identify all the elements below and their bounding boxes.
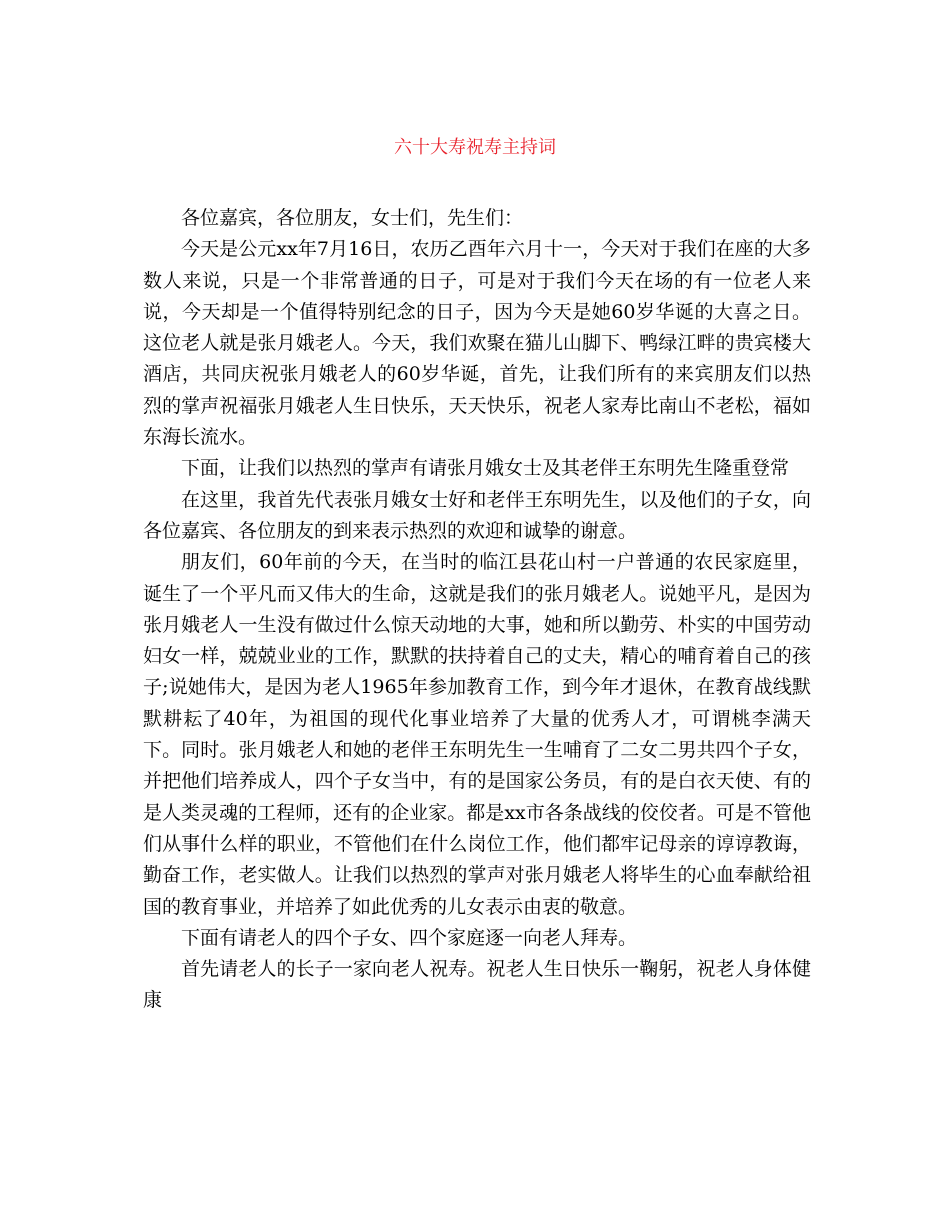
paragraph-children-invite: 下面有请老人的四个子女、四个家庭逐一向老人拜寿。	[181, 926, 638, 949]
document-body	[143, 203, 811, 1017]
paragraph-welcome: 在这里，我首先代表张月娥女士好和老伴王东明先生，以及他们的子女，向各位嘉宾、各位朋友的到来表示热烈的欢迎和诚挚的谢意。	[143, 488, 811, 542]
paragraph-opening: 今天是公元xx年7月16日，农历乙酉年六月十一，今天对于我们在座的大多数人来说，只是一个非常普通的日子，可是对于我们今天在场的有一位老人来说，今天却是一个值得特别纪念的日子，因为今天是她60岁华诞的大喜之日。这位老人就是张月娥老人。今天，我们欢聚在猫儿山脚下、鸭绿江畔的贵宾楼大酒店，共同庆祝张月娥老人的60岁华诞，首先，让我们所有的来宾朋友们以热烈的掌声祝福张月娥老人生日快乐，天天快乐，祝老人家寿比南山不老松，福如东海长流水。	[143, 238, 811, 449]
paragraph-biography: 朋友们，60年前的今天，在当时的临江县花山村一户普通的农民家庭里，诞生了一个平凡而又伟大的生命，这就是我们的张月娥老人。说她平凡，是因为张月娥老人一生没有做过什么惊天动地的大事，她和所以勤劳、朴实的中国劳动妇女一样，兢兢业业的工作，默默的扶持着自己的丈夫，精心的哺育着自己的孩子;说她伟大，是因为老人1965年参加教育工作，到今年才退休，在教育战线默默耕耘了40年，为祖国的现代化事业培养了大量的优秀人才，可谓桃李满天下。同时。张月娥老人和她的老伴王东明先生一生哺育了二女二男共四个子女，并把他们培养成人，四个子女当中，有的是国家公务员，有的是白衣天使、有的是人类灵魂的工程师，还有的企业家。都是xx市各条战线的佼佼者。可是不管他们从事什么样的职业，不管他们在什么岗位工作，他们都牢记母亲的谆谆教诲，勤奋工作，老实做人。让我们以热烈的掌声对张月娥老人将毕生的心血奉献给祖国的教育事业，并培养了如此优秀的儿女表示由衷的敬意。	[143, 551, 811, 918]
paragraph-eldest-son: 首先请老人的长子一家向老人祝寿。祝老人生日快乐一鞠躬，祝老人身体健康	[143, 958, 811, 1012]
document-title: 六十大寿祝寿主持词	[394, 137, 556, 158]
paragraph-invite-couple: 下面，让我们以热烈的掌声有请张月娥女士及其老伴王东明先生隆重登常	[181, 457, 790, 480]
paragraph-greeting: 各位嘉宾，各位朋友，女士们，先生们：	[181, 207, 524, 229]
